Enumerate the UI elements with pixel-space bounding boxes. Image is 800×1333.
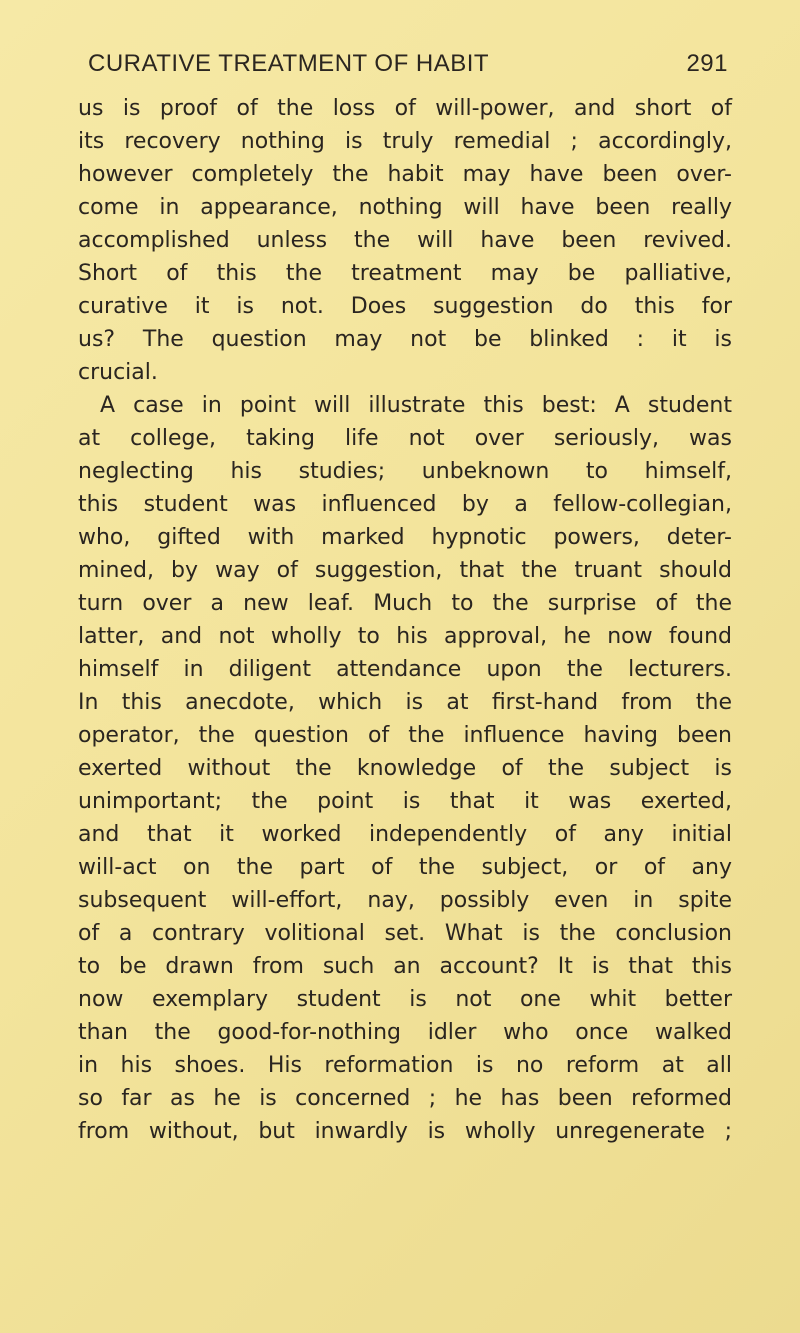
text-line: latter, and not wholly to his approval, he now found bbox=[78, 624, 732, 649]
text-line: unimportant; the point is that it was exerted, bbox=[78, 789, 732, 814]
text-line: its recovery nothing is truly remedial ; accordingly, bbox=[78, 129, 732, 154]
text-line: Short of this the treatment may be palliative, bbox=[78, 261, 732, 286]
text-line: from without, but inwardly is wholly unregenerate ; bbox=[78, 1119, 732, 1144]
text-line: at college, taking life not over seriously, was bbox=[78, 426, 732, 451]
text-line: operator, the question of the influence having been bbox=[78, 723, 732, 748]
text-line: come in appearance, nothing will have been really bbox=[78, 195, 732, 220]
text-line: to be drawn from such an account? It is that this bbox=[78, 954, 732, 979]
text-line: neglecting his studies; unbeknown to himself, bbox=[78, 459, 732, 484]
page-number: 291 bbox=[686, 50, 728, 77]
page-header bbox=[88, 50, 728, 78]
text-line: than the good-for-nothing idler who once walked bbox=[78, 1020, 732, 1045]
text-line: exerted without the knowledge of the subject is bbox=[78, 756, 732, 781]
text-line: in his shoes. His reformation is no reform at all bbox=[78, 1053, 732, 1078]
text-line: however completely the habit may have been over- bbox=[78, 162, 732, 187]
text-line: who, gifted with marked hypnotic powers, deter- bbox=[78, 525, 732, 550]
text-line: us? The question may not be blinked : it is bbox=[78, 327, 732, 352]
text-line: will-act on the part of the subject, or of any bbox=[78, 855, 732, 880]
text-line: A case in point will illustrate this best: A student bbox=[100, 393, 732, 418]
text-line: this student was influenced by a fellow-collegian, bbox=[78, 492, 732, 517]
text-line: so far as he is concerned ; he has been reformed bbox=[78, 1086, 732, 1111]
text-line: mined, by way of suggestion, that the truant should bbox=[78, 558, 732, 583]
text-line: now exemplary student is not one whit better bbox=[78, 987, 732, 1012]
text-line: accomplished unless the will have been revived. bbox=[78, 228, 732, 253]
text-line: curative it is not. Does suggestion do this for bbox=[78, 294, 732, 319]
text-line: himself in diligent attendance upon the lecturers. bbox=[78, 657, 732, 682]
text-line: crucial. bbox=[78, 360, 158, 385]
running-title: CURATIVE TREATMENT OF HABIT bbox=[88, 50, 490, 77]
text-line: turn over a new leaf. Much to the surprise of the bbox=[78, 591, 732, 616]
body-text bbox=[78, 92, 732, 1148]
text-line: In this anecdote, which is at first-hand from the bbox=[78, 690, 732, 715]
text-line: us is proof of the loss of will-power, and short of bbox=[78, 96, 732, 121]
text-line: of a contrary volitional set. What is the conclusion bbox=[78, 921, 732, 946]
text-line: and that it worked independently of any initial bbox=[78, 822, 732, 847]
text-line: subsequent will-effort, nay, possibly even in spite bbox=[78, 888, 732, 913]
